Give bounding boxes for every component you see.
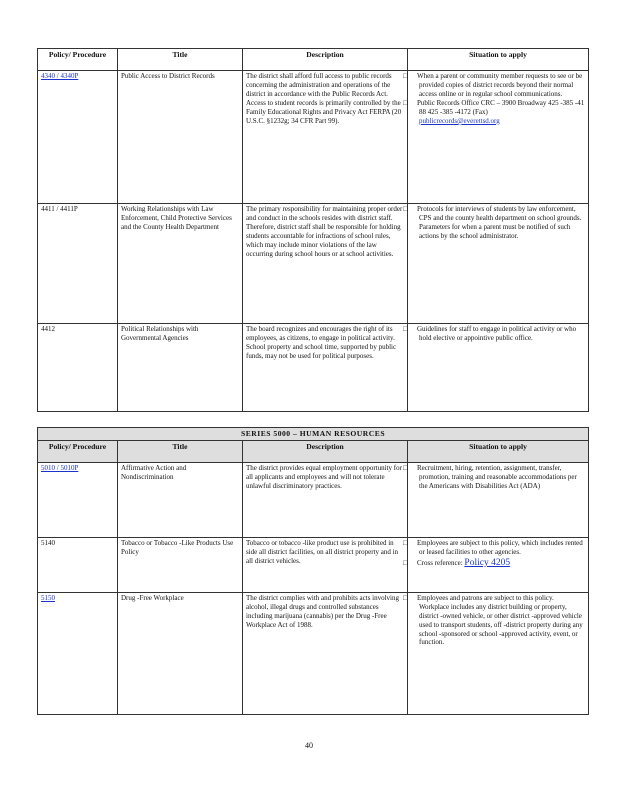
row-situation	[403, 462, 589, 537]
table-header-row	[38, 49, 589, 71]
row-title: Drug -Free Workplace	[118, 592, 243, 714]
checkbox-bullet-icon: □	[403, 593, 408, 602]
table-row	[38, 324, 589, 412]
row-title: Affirmative Action and Nondiscrimination	[118, 462, 243, 537]
header-policy: Policy/ Procedure	[38, 440, 118, 462]
row-description: The district provides equal employment opportunity for all applicants and employees and will not tolerate unlawful discriminatory practices.	[243, 462, 408, 537]
row-title: Tobacco or Tobacco -Like Products Use Policy	[118, 537, 243, 592]
checkbox-bullet-icon: □	[403, 205, 408, 213]
checkbox-bullet-icon: □	[403, 98, 408, 107]
row-title: Political Relationships with Governmental Agencies	[118, 324, 243, 412]
list-item: □ Public Records Office CRC – 3900 Broadway 425 -385 -41 88 425 -385 -4172 (Fax)	[403, 98, 585, 116]
checkbox-bullet-icon: □	[403, 558, 408, 567]
table-row	[38, 592, 589, 714]
policy-table-4000	[37, 48, 589, 412]
list-item: □ Employees and patrons are subject to this policy. Workplace includes any district building or property, district -owned vehicle, or other district -approved vehicle used to transport students, off -district property during any school -sponsored or school -approved activity, event, or function.	[403, 593, 583, 647]
row-title: Working Relationships with Law Enforcement, Child Protective Services and the County Health Department	[118, 204, 243, 324]
header-situation: Situation to apply	[408, 440, 589, 462]
page-number: 40	[305, 741, 313, 750]
header-description: Description	[243, 440, 408, 462]
list-item: □ When a parent or community member requests to see or be provided copies of district records beyond their normal access online or in regular school communications.	[403, 72, 583, 98]
row-description: The district complies with and prohibits acts involving alcohol, illegal drugs and controlled substances including marijuana (cannabis) per the Drug -Free Workplace Act of 1988.	[243, 592, 408, 714]
row-description: Tobacco or tobacco -like product use is prohibited in side all district facilities, on all district property and in all district vehicles.	[243, 537, 408, 592]
header-situation: Situation to apply	[408, 49, 589, 71]
row-situation	[403, 71, 589, 204]
checkbox-bullet-icon: □	[403, 325, 408, 333]
policy-table-5000	[37, 427, 589, 715]
table-row	[38, 537, 589, 592]
policy-link-4205[interactable]: Policy 4205	[464, 557, 511, 568]
row-situation	[403, 537, 589, 592]
list-item: □ Cross reference: Policy 4205	[403, 557, 511, 568]
policy-link-4340[interactable]: 4340 / 4340P	[41, 72, 79, 80]
checkbox-bullet-icon: □	[403, 72, 408, 80]
header-policy: Policy/ Procedure	[38, 49, 118, 71]
series-title: SERIES 5000 – HUMAN RESOURCES	[38, 428, 589, 441]
table-row	[38, 71, 589, 204]
row-description: The board recognizes and encourages the right of its employees, as citizens, to engage in political activity. School property and school time, supported by public funds, may not be used for political purposes.	[243, 324, 408, 412]
policy-number: 4412	[38, 324, 118, 412]
header-title: Title	[118, 440, 243, 462]
row-description: The primary responsibility for maintaining proper order and conduct in the schools resides with district staff. Therefore, district staff shall be responsible for holding students accountable for infractions of school rules, which may include minor violations of the law occurring during school hours or at school activities.	[243, 204, 408, 324]
row-situation	[403, 324, 589, 412]
list-item: □ Employees are subject to this policy, which includes rented or leased facilities to other agencies.	[403, 538, 583, 556]
policy-link-5150[interactable]: 5150	[41, 593, 55, 602]
table-header-row	[38, 440, 589, 462]
table-row	[38, 462, 589, 537]
policy-number: 4411 / 4411P	[38, 204, 118, 324]
list-item: □ Guidelines for staff to engage in political activity or who hold elective or appointive public office.	[403, 325, 577, 342]
row-description: The district shall afford full access to public records concerning the administration and operations of the district in accordance with the Public Records Act. Access to student records is primarily controlled by the Family Educational Rights and Privacy Act FERPA (20 U.S.C. §1232g; 34 CFR Part 99).	[243, 71, 408, 204]
checkbox-bullet-icon: □	[403, 463, 408, 472]
row-situation	[403, 204, 589, 324]
checkbox-bullet-icon: □	[403, 538, 408, 547]
list-item: □ Protocols for interviews of students by law enforcement, CPS and the county health department on school grounds. Parameters for when a parent must be notified of such actions by the school administrator.	[403, 205, 582, 240]
header-description: Description	[243, 49, 408, 71]
list-item: □ Recruitment, hiring, retention, assignment, transfer, promotion, training and reasonable accommodations per the Americans with Disabilities Act (ADA)	[403, 463, 577, 490]
policy-number: 5140	[38, 537, 118, 592]
row-title: Public Access to District Records	[118, 71, 243, 204]
row-situation	[403, 592, 589, 714]
series-header-row	[38, 428, 589, 441]
table-row	[38, 204, 589, 324]
header-title: Title	[118, 49, 243, 71]
policy-link-5010[interactable]: 5010 / 5010P	[41, 463, 79, 472]
email-link[interactable]: publicrecords@everettsd.org	[419, 116, 500, 125]
